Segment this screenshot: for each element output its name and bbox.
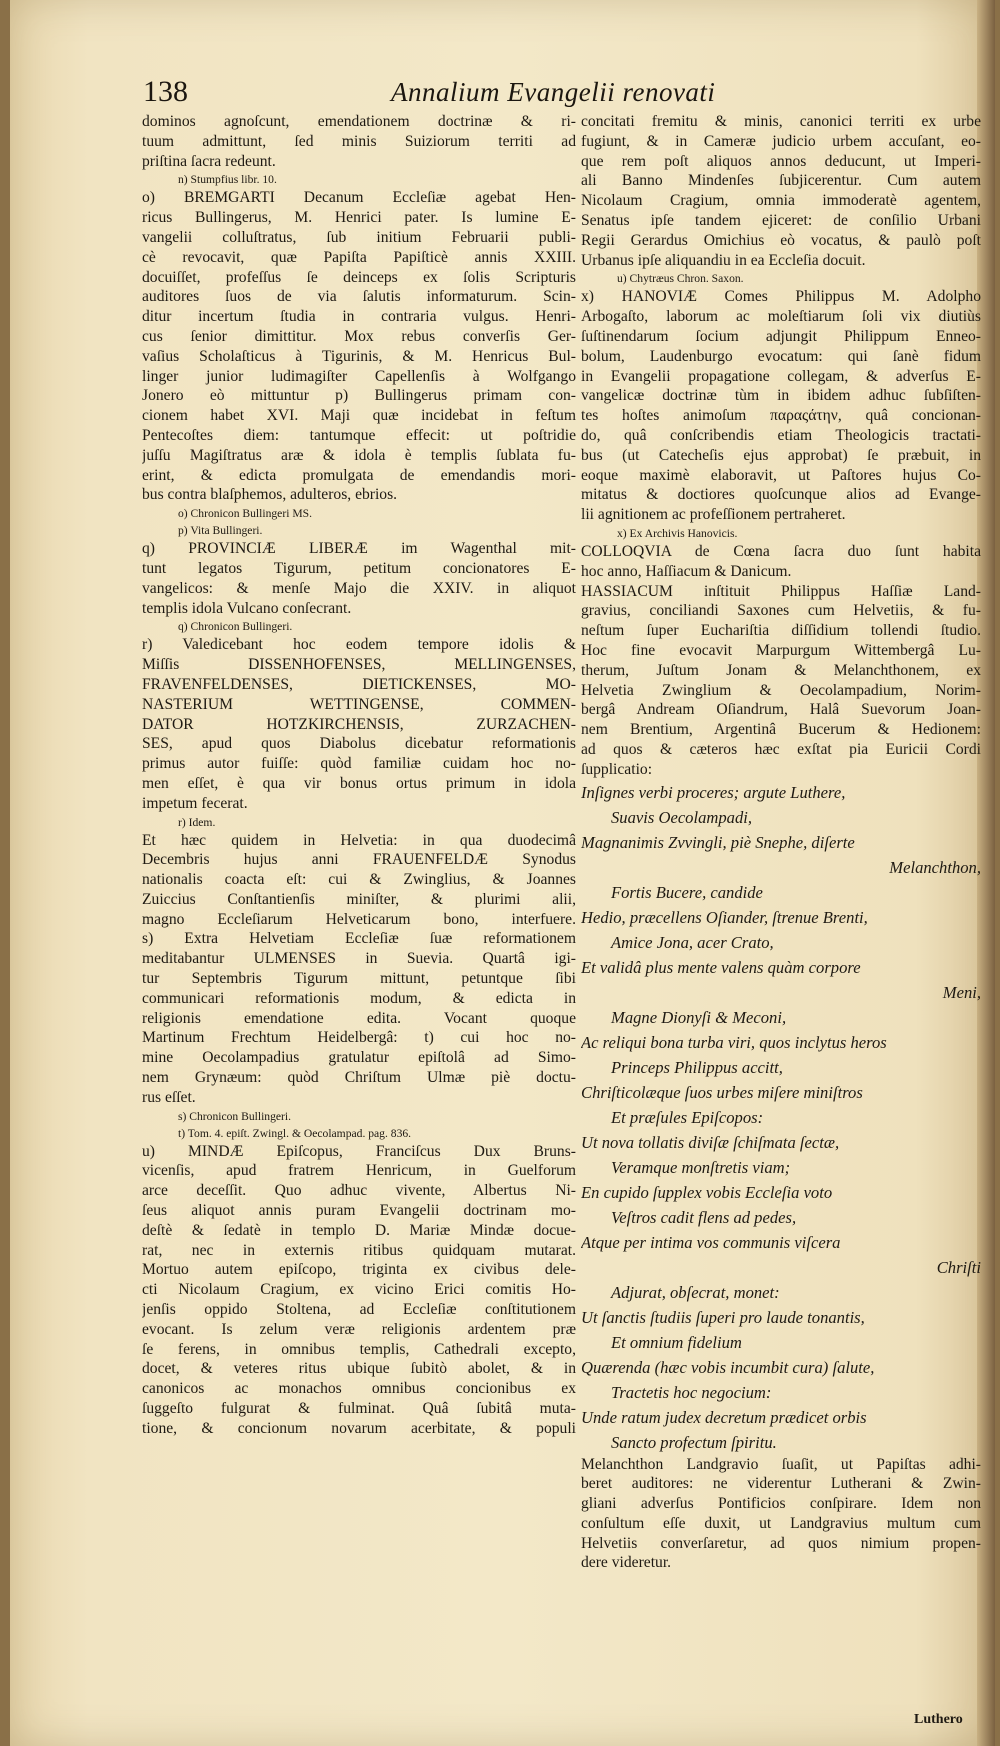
poem-line: Quærenda (hæc vobis incumbit cura) ſalute, xyxy=(581,1357,875,1377)
poem-line: Ac reliqui bona turba viri, quos inclytus heros xyxy=(581,1032,887,1052)
text-line: mine Oecolampadius gratulatur epiſtolâ ad Simo- xyxy=(142,1049,576,1067)
text-line: Senatus ipſe tandem ejiceret: de conſilio Urbani xyxy=(581,211,981,229)
footnote-line: t) Tom. 4. epiſt. Zwingl. & Oecolampad. pag. 836. xyxy=(178,1126,412,1140)
text-line: Hoc fine evocavit Marpurgum Wittembergâ Lu- xyxy=(581,641,981,659)
text-line: bolum, Laudenburgo evocatum: qui ſanè fidum xyxy=(581,347,981,365)
text-line: cionem habet XVI. Maji quæ incidebat in feſtum xyxy=(142,407,576,425)
footnote-line: n) Stumpfius libr. 10. xyxy=(178,173,277,187)
text-line: vangelicæ doctrinæ tùm in ibidem adhuc ſubſiſten- xyxy=(581,387,981,405)
text-line: bus contra blaſphemos, adulteros, ebrios. xyxy=(142,486,398,504)
poem-line: Unde ratum judex decretum prædicet orbis xyxy=(581,1407,867,1427)
page-header xyxy=(143,75,981,115)
footnote-line: u) Chytræus Chron. Saxon. xyxy=(617,272,744,286)
text-line: NASTERIUM WETTINGENSE, COMMEN- xyxy=(142,695,576,713)
text-line: Et hæc quidem in Helvetia: in qua duodecimâ xyxy=(142,831,576,849)
text-line: canonicos ac monachos omnibus concionibus ex xyxy=(142,1380,576,1398)
text-line: nem Brentium, Argentinâ Bucerum & Hedionem: xyxy=(581,721,981,739)
text-line: ſe ferens, in omnibus templis, Cathedrali excepto, xyxy=(142,1340,576,1358)
text-line: Decembris hujus anni FRAUENFELDÆ Synodus xyxy=(142,851,576,869)
text-line: docet, & veteres ritus ubique ſubitò abolet, & in xyxy=(142,1360,576,1378)
text-line: q) PROVINCIÆ LIBERÆ im Wagenthal mit- xyxy=(142,540,576,558)
footnote-line: r) Idem. xyxy=(178,815,216,829)
poem-line: Ut nova tollatis diviſæ ſchiſmata ſectæ, xyxy=(581,1132,840,1152)
text-line: Jonero eò mittuntur p) Bullingerus primam con- xyxy=(142,387,576,405)
poem-line: Tractetis hoc negocium: xyxy=(611,1382,772,1402)
text-line: linger junior ludimagiſter Capellenſis à Wolfgango xyxy=(142,367,576,385)
text-line: fugiunt, & in Cameræ judicio urbem accuſant, eo- xyxy=(581,132,981,150)
text-line: juſſu Magiſtratus aræ & idola è templis ſublata fu- xyxy=(142,446,576,464)
text-line: tes hoſtes animoſum παραςάτην, quâ concionan- xyxy=(581,407,981,425)
text-line: tur Septembris Tigurum mittunt, petuntque ſibi xyxy=(142,970,576,988)
text-line: gliani adverſus Pontificios conſpirare. Idem non xyxy=(581,1495,981,1513)
text-line: tunt legatos Tigurum, petitum concionatores E- xyxy=(142,559,576,577)
text-line: erint, & edicta promulgata de emendandis mori- xyxy=(142,466,576,484)
text-line: gravius, conciliandi Saxones cum Helvetiis, & fu- xyxy=(581,602,981,620)
poem-line: En cupido ſupplex vobis Eccleſia voto xyxy=(581,1182,833,1202)
text-line: magno Eccleſiarum Helveticarum bono, interfuere. xyxy=(142,910,576,928)
text-line: ditur incertum ſtudia in contraria vulgus. Henri- xyxy=(142,308,576,326)
text-line: impetum fecerat. xyxy=(142,794,248,812)
text-line: bus (ut Catecheſis ejus approbat) ſe præbuit, in xyxy=(581,446,981,464)
text-line: tuum admittunt, ſed minis Suiziorum territi ad xyxy=(142,132,576,150)
text-line: vaſius Scholaſticus à Tigurinis, & M. Henricus Bul- xyxy=(142,347,576,365)
text-line: jenſis oppido Stoltena, ad Eccleſiæ conſtitutionem xyxy=(142,1301,576,1319)
text-line: Pentecoſtes diem: tantumque effecit: ut poſtridie xyxy=(142,426,576,444)
poem-line: Fortis Bucere, candide xyxy=(611,882,763,902)
text-line: o) BREMGARTI Decanum Eccleſiæ agebat Hen- xyxy=(142,189,576,207)
text-line: evocant. Is zelum veræ religionis ardentem præ xyxy=(142,1320,576,1338)
text-line: auditores ſuos de via ſalutis informaturum. Scin- xyxy=(142,288,576,306)
text-line: priſtina ſacra redeunt. xyxy=(142,152,276,170)
text-line: tione, & concionum novarum acerbitate, & populi xyxy=(142,1419,576,1437)
footnote-line: q) Chronicon Bullingeri. xyxy=(178,620,293,634)
poem-line: Et omnium fidelium xyxy=(611,1332,742,1352)
poem-line: Melanchthon, xyxy=(889,857,981,877)
text-line: Arbogaſto, laborum ac moleſtiarum ſoli vix diutiùs xyxy=(581,308,981,326)
text-line: DATOR HOTZKIRCHENSIS, ZURZACHEN- xyxy=(142,715,576,733)
text-line: primus autor fuiſſe: quòd familiæ cuidam hoc no- xyxy=(142,755,576,773)
text-line: cus ſenior dimittitur. Mox rebus converſis Ger- xyxy=(142,327,576,345)
text-line: Helvetia Zwinglium & Oecolampadium, Norim- xyxy=(581,681,981,699)
text-line: meditabantur ULMENSES in Suevia. Quartâ igi- xyxy=(142,950,576,968)
poem-line: Adjurat, obſecrat, monet: xyxy=(611,1282,780,1302)
text-line: dominos agnoſcunt, emendationem doctrinæ & ri- xyxy=(142,113,576,130)
text-line: arce deceſſit. Quo adhuc vivente, Albertus Ni- xyxy=(142,1182,576,1200)
footnote-line: x) Ex Archivis Hanovicis. xyxy=(617,526,738,540)
text-line: templis idola Vulcano conſecrant. xyxy=(142,599,352,617)
text-line: Helvetiis converſaretur, ad quos nimium propen- xyxy=(581,1534,981,1552)
text-line: Zuiccius Conſtantienſis miniſter, & plurimi alii, xyxy=(142,890,576,908)
text-line: s) Extra Helvetiam Eccleſiæ ſuæ reformationem xyxy=(142,930,576,948)
text-line: nationalis coacta eſt: cui & Zwinglius, & Joannes xyxy=(142,871,576,889)
text-line: vangelicos: & menſe Majo die XXIV. in aliquot xyxy=(142,579,576,597)
text-line: in Evangelii propagatione collegam, & adverſus E- xyxy=(581,367,981,385)
poem-line: Inſignes verbi proceres; argute Luthere, xyxy=(581,782,846,802)
text-line: neſtum ſuper Euchariſtia diſſidium tollendi ſtudio. xyxy=(581,622,981,640)
text-line: ſuſtinendarum ſocium adjungit Philippum Enneo- xyxy=(581,327,981,345)
text-line: mitatus & doctiores quoſcunque alios ad Evange- xyxy=(581,486,981,504)
text-line: ſuggeſto fulgurat & fulminat. Quâ ſubitâ muta- xyxy=(142,1400,576,1418)
text-line: Regii Gerardus Omichius eò vocatus, & paulò poſt xyxy=(581,231,981,249)
footnote-line: o) Chronicon Bullingeri MS. xyxy=(178,507,312,521)
text-line: FRAVENFELDENSES, DIETICKENSES, MO- xyxy=(142,675,576,693)
text-line: religionis emendatione edita. Vocant quoque xyxy=(142,1009,576,1027)
poem-line: Magnanimis Zvvingli, piè Snephe, diſerte xyxy=(581,832,855,852)
poem-line: Meni, xyxy=(942,982,981,1002)
text-line: eoque maximè elaboravit, ut Paſtores hujus Co- xyxy=(581,466,981,484)
text-line: do, quâ conſcribendis etiam Theologicis tractati- xyxy=(581,426,981,444)
text-line: Urbanus ipſe aliquandiu in ea Eccleſia docuit. xyxy=(581,251,866,269)
left-text-column xyxy=(142,112,576,1439)
poem-line: Amice Jona, acer Crato, xyxy=(611,932,774,952)
poem-line: Chriſti xyxy=(936,1257,981,1277)
text-line: cti Nicolaum Cragium, ex vicino Erici comitis Ho- xyxy=(142,1281,576,1299)
poem-line: Et præſules Epiſcopos: xyxy=(611,1107,764,1127)
poem-line: Sancto profectum ſpiritu. xyxy=(611,1432,777,1452)
text-line: Miſſis DISSENHOFENSES, MELLINGENSES, xyxy=(142,656,576,674)
text-line: r) Valedicebant hoc eodem tempore idolis & xyxy=(142,636,576,654)
text-line: beret auditores: ne viderentur Lutherani & Zwin- xyxy=(581,1475,981,1493)
poem-line: Et validâ plus mente valens quàm corpore xyxy=(581,957,861,977)
poem-line: Atque per intima vos communis viſcera xyxy=(581,1232,841,1252)
poem-line: Veſtros cadit flens ad pedes, xyxy=(611,1207,797,1227)
text-line: Nicolaum Cragium, omnia immoderatè agentem, xyxy=(581,192,981,210)
text-line: que rem poſt aliquos annos deducunt, ut Imperi- xyxy=(581,152,981,170)
poem-line: Ut ſanctis ſtudiis ſuperi pro laude tonantis, xyxy=(581,1307,865,1327)
page-number: 138 xyxy=(143,75,188,108)
text-line: nem Grynæum: quòd Chriſtum Ulmæ piè doctu- xyxy=(142,1069,576,1087)
text-line: ſupplicatio: xyxy=(581,760,653,778)
text-line: HASSIACUM inſtituit Philippus Haſſiæ Land- xyxy=(581,582,981,600)
text-line: conſultum eſſe duxit, ut Landgravius multum cum xyxy=(581,1514,981,1532)
book-page xyxy=(10,0,995,1746)
text-line: vangelii colluſtratus, ſub initium Februarii publi- xyxy=(142,228,576,246)
text-line: rat, nec in externis ritibus quidquam mutarat. xyxy=(142,1241,576,1259)
text-line: ali Banno Mindenſes ſubjicerentur. Cum autem xyxy=(581,172,981,190)
text-line: x) HANOVIÆ Comes Philippus M. Adolpho xyxy=(581,288,981,306)
text-line: Mortuo autem epiſcopo, triginta ex civibus dele- xyxy=(142,1261,576,1279)
footnote-line: p) Vita Bullingeri. xyxy=(178,524,263,538)
text-line: ad quos & cæteros hæc exſtat pia Euricii Cordi xyxy=(581,740,981,758)
text-line: Melanchthon Landgravio ſuaſit, ut Papiſtas adhi- xyxy=(581,1455,981,1473)
text-line: ſeus aliquot annis puram Evangelii doctrinam mo- xyxy=(142,1202,576,1220)
footnote-line: s) Chronicon Bullingeri. xyxy=(178,1109,292,1123)
text-line: SES, apud quos Diabolus dicebatur reformationis xyxy=(142,735,576,753)
poem-line: Chriſticolæque ſuos urbes miſere miniſtros xyxy=(581,1082,863,1102)
text-line: deſtè & ſedatè in templo D. Mariæ Mindæ docue- xyxy=(142,1221,576,1239)
running-title: Annalium Evangelii renovati xyxy=(391,77,716,107)
text-line: dere videretur. xyxy=(581,1554,672,1572)
poem-line: Suavis Oecolampadi, xyxy=(611,807,753,827)
text-line: Martinum Frechtum Heidelbergâ: t) cui hoc no- xyxy=(142,1029,576,1047)
poem-line: Hedio, præcellens Oſiander, ſtrenue Brenti, xyxy=(581,907,868,927)
text-line: vicenſis, apud fratrem Henricum, in Guelforum xyxy=(142,1162,576,1180)
text-line: cè revocavit, quæ Papiſta Papiſticè annis XXIII. xyxy=(142,248,576,266)
text-line: bergâ Andream Oſiandrum, Halâ Suevorum Joan- xyxy=(581,701,981,719)
text-line: u) MINDÆ Epiſcopus, Franciſcus Dux Bruns- xyxy=(142,1142,576,1160)
poem-line: Magne Dionyſi & Meconi, xyxy=(611,1007,787,1027)
right-text-column xyxy=(581,112,981,1573)
text-line: communicari reformationis modum, & edicta in xyxy=(142,989,576,1007)
catchword: Luthero xyxy=(914,1712,963,1727)
text-line: rus eſſet. xyxy=(142,1088,196,1106)
poem-line: Veramque monſtretis viam; xyxy=(611,1157,791,1177)
text-line: lii agnitionem ac profeſſionem pertraheret. xyxy=(581,506,846,524)
text-line: COLLOQVIA de Cœna ſacra duo ſunt habita xyxy=(581,542,981,560)
text-line: concitati fremitu & minis, canonici territi ex urbe xyxy=(581,113,981,130)
text-line: ricus Bullingerus, M. Henrici pater. Is lumine E- xyxy=(142,209,576,227)
poem-line: Princeps Philippus accitt, xyxy=(611,1057,783,1077)
text-line: docuiſſet, profeſſus ſe deinceps ex ſolis Scripturis xyxy=(142,268,576,286)
text-line: therum, Juſtum Jonam & Melanchthonem, ex xyxy=(581,661,981,679)
text-line: hoc anno, Haſſiacum & Danicum. xyxy=(581,562,792,580)
text-line: men eſſet, è qua vir bonus ortus primum in idola xyxy=(142,774,576,792)
